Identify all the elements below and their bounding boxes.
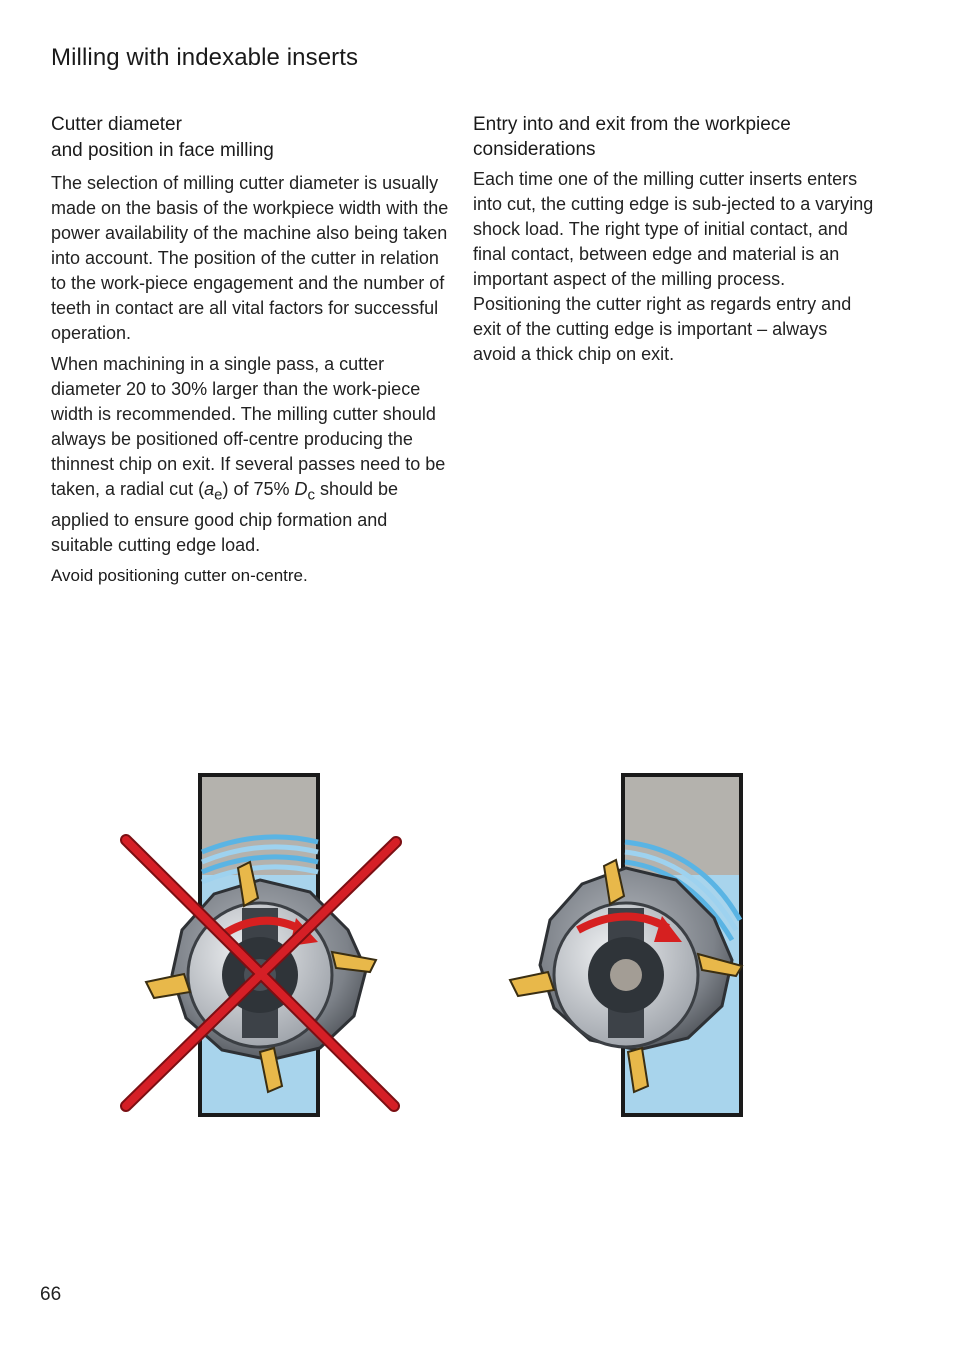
left-column xyxy=(51,112,451,588)
heading-line-2: and position in face milling xyxy=(51,140,274,161)
para2-part1: When machining in a single pass, a cutter diameter 20 to 30% larger than the work-piece width is recommended. The milling cutter should always be positioned off-centre producing the thinnest chip on exit. If several passes need to be taken, a radial cut ( xyxy=(51,354,446,499)
page-title: Milling with indexable inserts xyxy=(51,44,359,71)
entry-exit-heading: Entry into and exit from the workpiece considerations xyxy=(473,114,791,160)
off-centre-cutter-figure xyxy=(500,770,760,1125)
on-centre-cutter-figure xyxy=(110,770,410,1125)
cutter-selection-paragraph: The selection of milling cutter diameter is usually made on the basis of the workpiece width with the power availability of the machine also being taken into account. The position of the cutter in relation to the work-piece engagement and the number of teeth in contact are all vital factors for successful operation. xyxy=(51,173,449,343)
cutter-diameter-heading xyxy=(51,112,451,164)
page-number: 66 xyxy=(40,1284,62,1305)
dc-subscript: c xyxy=(307,486,315,504)
right-column xyxy=(473,112,875,373)
on-centre-warning: Avoid positioning cutter on-centre. xyxy=(51,565,308,585)
para2-part3: should be applied to ensure good chip formation and suitable cutting edge load. xyxy=(51,479,399,555)
ae-subscript: e xyxy=(214,486,223,504)
ae-symbol: a xyxy=(204,479,215,499)
heading-line-1: Cutter diameter xyxy=(51,114,182,135)
single-pass-paragraph xyxy=(51,352,451,558)
para2-part2: ) of 75% xyxy=(222,479,295,499)
entry-exit-paragraph: Each time one of the milling cutter inserts enters into cut, the cutting edge is sub-jected to a varying shock load. The right type of initial contact, and final contact, between edge and material is an important aspect of the milling process. Positioning the cutter right as regards entry and exit of the cutting edge is important – always avoid a thick chip on exit. xyxy=(473,169,874,364)
dc-symbol: D xyxy=(294,479,308,499)
